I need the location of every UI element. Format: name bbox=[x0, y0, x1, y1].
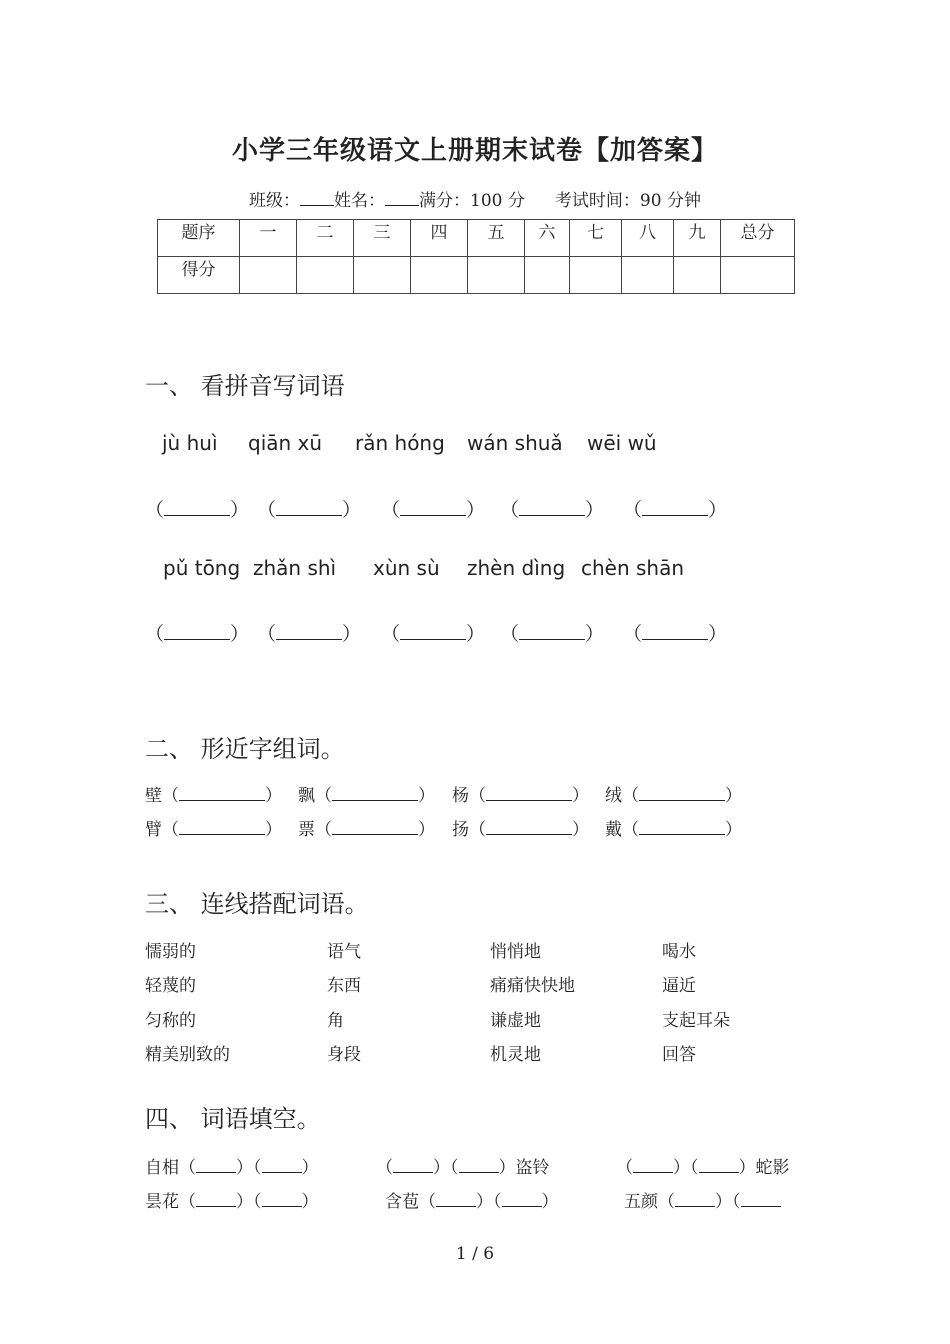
answer-blank[interactable]: （ ） bbox=[145, 499, 250, 521]
table-header-cell: 题序 bbox=[158, 220, 240, 257]
pinyin-item: zhèn dìng bbox=[467, 556, 566, 580]
table-header-cell: 三 bbox=[354, 220, 411, 257]
exam-info bbox=[0, 186, 950, 211]
word-group-item[interactable]: 票（ ） bbox=[298, 820, 435, 840]
score-table-header-row bbox=[158, 220, 795, 257]
word-group-item[interactable]: 扬（ ） bbox=[452, 820, 589, 840]
match-word[interactable]: 回答 bbox=[662, 1045, 696, 1065]
exam-time: 考试时间：90 分钟 bbox=[554, 191, 701, 211]
table-header-cell: 五 bbox=[468, 220, 525, 257]
table-header-cell: 一 bbox=[240, 220, 297, 257]
score-cell[interactable] bbox=[674, 257, 721, 294]
word-group-item[interactable]: 壁（ ） bbox=[145, 786, 282, 806]
idiom-fill-item[interactable]: （ ）（ ）蛇影 bbox=[616, 1158, 790, 1178]
score-cell[interactable] bbox=[411, 257, 468, 294]
match-word[interactable]: 喝水 bbox=[662, 942, 696, 962]
match-word[interactable]: 身段 bbox=[327, 1045, 361, 1065]
table-header-cell: 总分 bbox=[721, 220, 795, 257]
answer-blank[interactable]: （ ） bbox=[623, 623, 728, 645]
idiom-fill-item[interactable]: 昙花（ ）（ ） bbox=[145, 1192, 319, 1212]
answer-blank[interactable]: （ ） bbox=[500, 623, 605, 645]
score-cell[interactable] bbox=[525, 257, 570, 294]
score-cell[interactable] bbox=[354, 257, 411, 294]
section-2-title: 二、 形近字组词。 bbox=[145, 735, 345, 763]
match-word[interactable]: 语气 bbox=[327, 942, 361, 962]
answer-blank[interactable]: （ ） bbox=[381, 499, 486, 521]
section-4-title: 四、 词语填空。 bbox=[145, 1105, 321, 1133]
match-word[interactable]: 懦弱的 bbox=[145, 942, 196, 962]
word-group-item[interactable]: 飘（ ） bbox=[298, 786, 435, 806]
pinyin-item: qiān xū bbox=[248, 431, 323, 455]
match-word[interactable]: 东西 bbox=[327, 976, 361, 996]
score-cell[interactable] bbox=[721, 257, 795, 294]
pinyin-item: chèn shān bbox=[581, 556, 685, 580]
pinyin-item: jù huì bbox=[162, 431, 218, 455]
pinyin-item: wán shuǎ bbox=[467, 431, 563, 455]
word-group-item[interactable]: 绒（ ） bbox=[605, 786, 742, 806]
match-word[interactable]: 悄悄地 bbox=[490, 942, 541, 962]
idiom-fill-item[interactable]: 五颜（ ）（ bbox=[624, 1187, 781, 1212]
class-label: 班级： bbox=[249, 191, 301, 211]
match-word[interactable]: 机灵地 bbox=[490, 1045, 541, 1065]
pinyin-item: zhǎn shì bbox=[253, 556, 337, 580]
match-word[interactable]: 轻蔑的 bbox=[145, 976, 196, 996]
name-blank bbox=[385, 191, 419, 206]
answer-blank[interactable]: （ ） bbox=[623, 499, 728, 521]
match-word[interactable]: 谦虚地 bbox=[490, 1011, 541, 1031]
answer-blank[interactable]: （ ） bbox=[257, 623, 362, 645]
section-3-title: 三、 连线搭配词语。 bbox=[145, 890, 369, 918]
score-cell[interactable] bbox=[240, 257, 297, 294]
word-group-item[interactable]: 臂（ ） bbox=[145, 820, 282, 840]
class-blank bbox=[300, 191, 334, 206]
score-cell[interactable] bbox=[622, 257, 674, 294]
score-cell[interactable] bbox=[468, 257, 525, 294]
full-score: 满分：100 分 bbox=[419, 191, 525, 211]
table-header-cell: 四 bbox=[411, 220, 468, 257]
match-word[interactable]: 痛痛快快地 bbox=[490, 976, 575, 996]
table-row-label: 得分 bbox=[158, 257, 240, 294]
answer-blank[interactable]: （ ） bbox=[500, 499, 605, 521]
score-table-score-row bbox=[158, 257, 795, 294]
answer-blank[interactable]: （ ） bbox=[145, 623, 250, 645]
name-label: 姓名： bbox=[334, 191, 386, 211]
answer-blank[interactable]: （ ） bbox=[381, 623, 486, 645]
pinyin-item: wēi wǔ bbox=[587, 431, 657, 455]
page-number: 1 / 6 bbox=[455, 1244, 495, 1264]
pinyin-item: pǔ tōng bbox=[163, 556, 241, 580]
idiom-fill-item[interactable]: 含苞（ ）（ ） bbox=[385, 1192, 559, 1212]
answer-blank[interactable]: （ ） bbox=[257, 499, 362, 521]
score-cell[interactable] bbox=[570, 257, 622, 294]
score-cell[interactable] bbox=[297, 257, 354, 294]
table-header-cell: 二 bbox=[297, 220, 354, 257]
match-word[interactable]: 匀称的 bbox=[145, 1011, 196, 1031]
score-table bbox=[157, 219, 795, 294]
pinyin-item: xùn sù bbox=[373, 556, 440, 580]
word-group-item[interactable]: 戴（ ） bbox=[605, 820, 742, 840]
table-header-cell: 八 bbox=[622, 220, 674, 257]
table-header-cell: 六 bbox=[525, 220, 570, 257]
section-1-title: 一、 看拼音写词语 bbox=[145, 372, 345, 400]
idiom-fill-item[interactable]: （ ）（ ）盗铃 bbox=[376, 1158, 550, 1178]
pinyin-item: rǎn hóng bbox=[355, 431, 445, 455]
idiom-fill-item[interactable]: 自相（ ）（ ） bbox=[145, 1158, 319, 1178]
match-word[interactable]: 角 bbox=[327, 1011, 344, 1031]
page-title: 小学三年级语文上册期末试卷【加答案】 bbox=[231, 136, 718, 166]
match-word[interactable]: 精美别致的 bbox=[145, 1045, 230, 1065]
word-group-item[interactable]: 杨（ ） bbox=[452, 786, 589, 806]
match-word[interactable]: 支起耳朵 bbox=[662, 1011, 730, 1031]
table-header-cell: 七 bbox=[570, 220, 622, 257]
table-header-cell: 九 bbox=[674, 220, 721, 257]
match-word[interactable]: 逼近 bbox=[662, 976, 696, 996]
